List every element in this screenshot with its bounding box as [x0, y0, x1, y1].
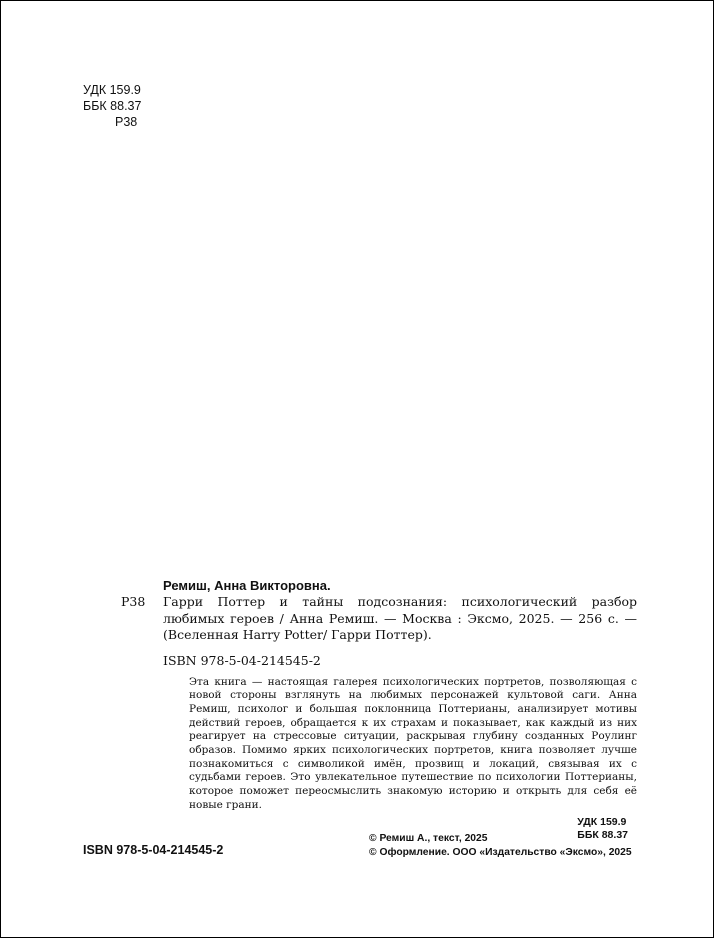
copyright-text: © Ремиш А., текст, 2025	[369, 833, 488, 844]
card-bbk: ББК 88.37	[577, 829, 628, 842]
card-author-mark: Р38	[121, 594, 146, 609]
card-isbn: ISBN 978-5-04-214545-2	[163, 652, 321, 668]
udk-code: УДК 159.9	[83, 83, 141, 97]
book-annotation: Эта книга — настоящая галерея психологических портретов, позволяющая с новой стороны взглянуть на любимых персонажей культовой саги. Анна Ремиш, психолог и большая поклонница Поттерианы, анализирует мотивы действий героев, обращается к их страхам и показывает, как каждый из них реагирует на стрессовые ситуации, раскрывая глубину созданных Роулинг образов. Помимо ярких психологических портретов, книга позволяет лучше познакомиться с символикой имён, прозвищ и локаций, связывая их с судьбами героев. Это увлекательное путешествие по психологии Поттерианы, которое поможет переосмыслить знакомую историю и открыть для себя её новые грани.	[189, 675, 637, 811]
classification-index	[83, 82, 141, 130]
author-mark: Р38	[115, 115, 138, 129]
card-body	[163, 577, 637, 843]
bibliographic-description: Гарри Поттер и тайны подсознания: психологический разбор любимых героев / Анна Ремиш. — Москва : Эксмо, 2025. — 256 с. — (Вселенная Harry Potter/ Гарри Поттер).	[163, 594, 637, 642]
footer-isbn: ISBN 978-5-04-214545-2	[83, 843, 224, 857]
bbk-code: ББК 88.37	[83, 99, 142, 113]
card-udk: УДК 159.9	[577, 815, 627, 828]
copyright-block	[369, 832, 632, 860]
author-heading: Ремиш, Анна Викторовна.	[163, 578, 331, 593]
copyright-design: © Оформление. ООО «Издательство «Эксмо», 2025	[369, 847, 632, 858]
